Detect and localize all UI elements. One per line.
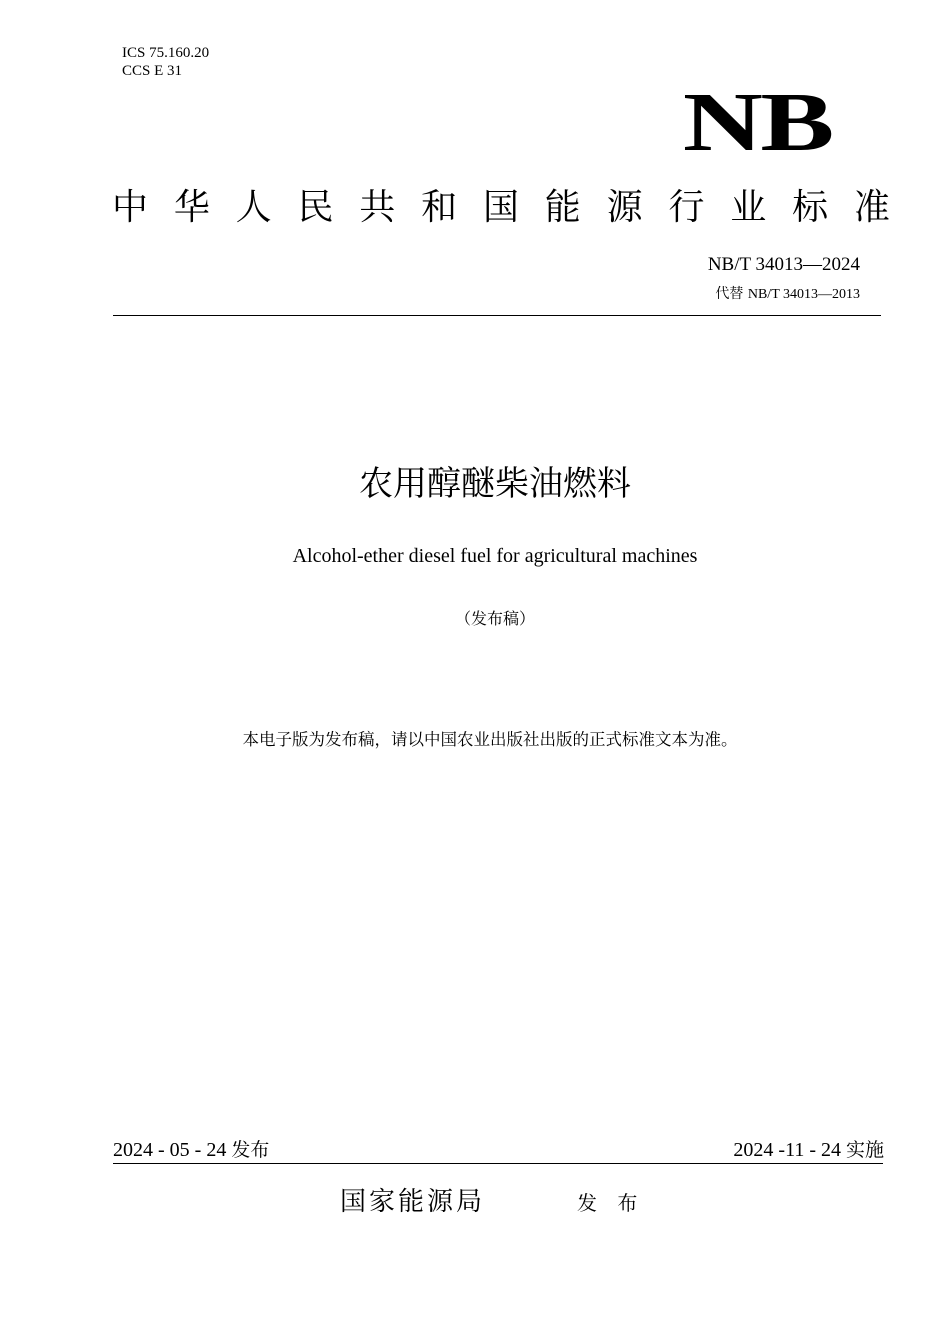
publish-label: 发 布	[577, 1191, 645, 1215]
ccs-code: CCS E 31	[122, 63, 183, 79]
standard-category-char: 民	[297, 187, 334, 228]
standard-category-char: 华	[173, 187, 210, 228]
implementation-date-line	[733, 1137, 884, 1163]
document-title-chinese: 农用醇醚柴油燃料	[359, 464, 631, 504]
footer-divider	[113, 1163, 883, 1164]
ics-code: ICS 75.160.20	[122, 45, 210, 61]
standard-category-char: 准	[853, 187, 890, 228]
standard-category-char: 标	[792, 187, 829, 228]
issuing-authority: 国家能源局	[340, 1187, 486, 1217]
header-divider	[113, 315, 881, 316]
document-title-english: Alcohol-ether diesel fuel for agricultural machines	[292, 545, 698, 567]
standard-number: NB/T 34013—2024	[707, 254, 860, 275]
standard-category-char: 和	[421, 187, 458, 228]
implementation-label: 实施	[845, 1139, 884, 1161]
standard-category-char: 行	[668, 187, 705, 228]
standard-category-char: 共	[359, 187, 396, 228]
edition-notice: 本电子版为发布稿，请以中国农业出版社出版的正式标准文本为准。	[242, 730, 738, 749]
implementation-date: 2024 -11 - 24	[733, 1139, 841, 1161]
issue-date: 2024 - 05 - 24	[113, 1139, 227, 1161]
draft-label: （发布稿）	[454, 609, 535, 628]
replaces-number: NB/T 34013—2013	[747, 287, 860, 302]
nb-logo: NB	[683, 76, 832, 169]
standard-category-char: 国	[482, 187, 519, 228]
standard-category-char: 源	[606, 187, 643, 228]
standard-category-char: 业	[730, 187, 767, 228]
standard-category-char: 能	[544, 187, 581, 228]
replaces-prefix: 代替	[715, 286, 744, 302]
standard-category-char: 中	[112, 187, 149, 228]
standard-category-title	[112, 186, 890, 230]
standard-category-char: 人	[235, 187, 272, 228]
issue-label: 发布	[231, 1139, 270, 1161]
replaces-line	[715, 285, 860, 304]
issue-date-line	[113, 1137, 269, 1163]
